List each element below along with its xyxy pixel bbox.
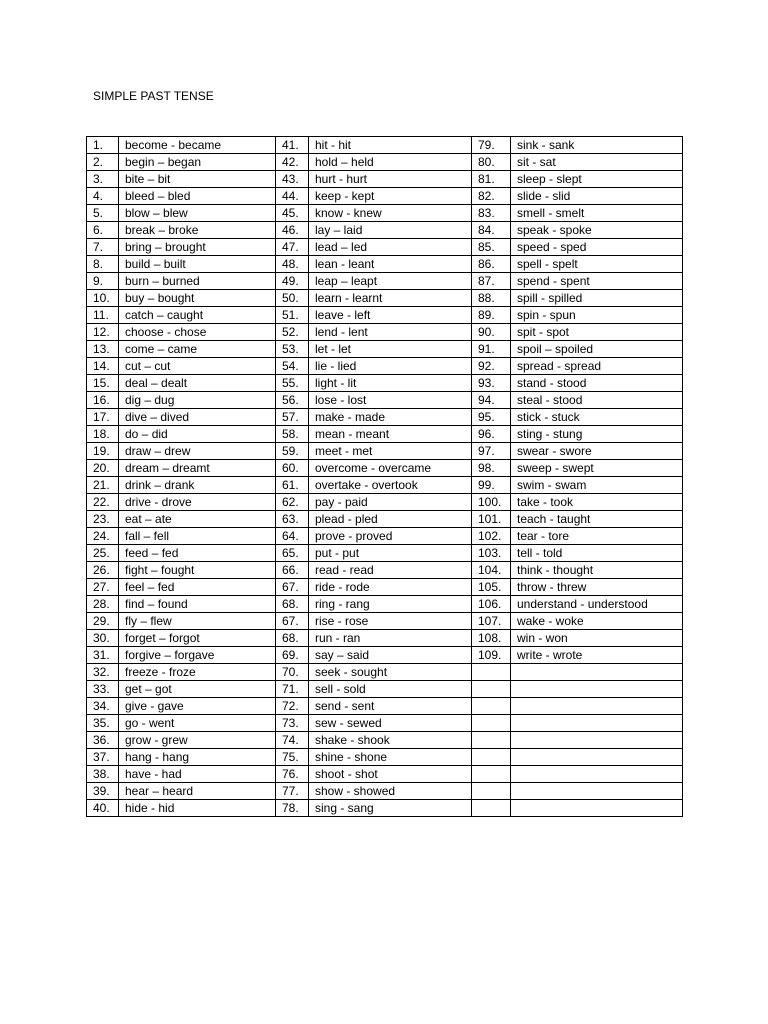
entry-number: 62. — [276, 494, 309, 511]
verb-pair: sleep - slept — [511, 171, 683, 188]
entry-number: 37. — [87, 749, 119, 766]
entry-number: 77. — [276, 783, 309, 800]
entry-number: 53. — [276, 341, 309, 358]
verb-pair: become - became — [119, 137, 276, 154]
empty-cell — [472, 732, 511, 749]
entry-number: 75. — [276, 749, 309, 766]
verb-pair: smell - smelt — [511, 205, 683, 222]
empty-cell — [511, 664, 683, 681]
verb-pair: drive - drove — [119, 494, 276, 511]
entry-number: 16. — [87, 392, 119, 409]
verb-pair: choose - chose — [119, 324, 276, 341]
verb-pair: go - went — [119, 715, 276, 732]
verb-pair: win - won — [511, 630, 683, 647]
table-row — [87, 562, 683, 579]
entry-number: 68. — [276, 596, 309, 613]
entry-number: 69. — [276, 647, 309, 664]
verb-pair: leave - left — [309, 307, 472, 324]
table-row — [87, 171, 683, 188]
entry-number: 43. — [276, 171, 309, 188]
entry-number: 10. — [87, 290, 119, 307]
entry-number: 78. — [276, 800, 309, 817]
entry-number: 3. — [87, 171, 119, 188]
empty-cell — [472, 698, 511, 715]
table-row — [87, 766, 683, 783]
verb-pair: overtake - overtook — [309, 477, 472, 494]
verb-pair: buy – bought — [119, 290, 276, 307]
entry-number: 14. — [87, 358, 119, 375]
entry-number: 51. — [276, 307, 309, 324]
verb-pair: sew - sewed — [309, 715, 472, 732]
empty-cell — [511, 800, 683, 817]
verb-pair: forgive – forgave — [119, 647, 276, 664]
table-row — [87, 341, 683, 358]
entry-number: 34. — [87, 698, 119, 715]
verb-pair: fall – fell — [119, 528, 276, 545]
verb-pair: tear - tore — [511, 528, 683, 545]
entry-number: 106. — [472, 596, 511, 613]
verb-pair: spin - spun — [511, 307, 683, 324]
verb-pair: seek - sought — [309, 664, 472, 681]
verb-pair: ride - rode — [309, 579, 472, 596]
verb-pair: spoil – spoiled — [511, 341, 683, 358]
entry-number: 82. — [472, 188, 511, 205]
table-row — [87, 647, 683, 664]
entry-number: 80. — [472, 154, 511, 171]
entry-number: 55. — [276, 375, 309, 392]
verb-pair: show - showed — [309, 783, 472, 800]
entry-number: 67. — [276, 613, 309, 630]
verb-pair: lay – laid — [309, 222, 472, 239]
empty-cell — [472, 664, 511, 681]
table-row — [87, 307, 683, 324]
verb-pair: do – did — [119, 426, 276, 443]
verb-pair: hear – heard — [119, 783, 276, 800]
entry-number: 105. — [472, 579, 511, 596]
entry-number: 11. — [87, 307, 119, 324]
empty-cell — [472, 783, 511, 800]
entry-number: 9. — [87, 273, 119, 290]
empty-cell — [511, 766, 683, 783]
entry-number: 56. — [276, 392, 309, 409]
verb-pair: swear - swore — [511, 443, 683, 460]
empty-cell — [472, 681, 511, 698]
verb-pair: hold – held — [309, 154, 472, 171]
verb-pair: speak - spoke — [511, 222, 683, 239]
entry-number: 54. — [276, 358, 309, 375]
entry-number: 6. — [87, 222, 119, 239]
table-row — [87, 783, 683, 800]
entry-number: 97. — [472, 443, 511, 460]
entry-number: 63. — [276, 511, 309, 528]
entry-number: 31. — [87, 647, 119, 664]
verb-pair: bite – bit — [119, 171, 276, 188]
verb-pair: steal - stood — [511, 392, 683, 409]
verb-pair: learn - learnt — [309, 290, 472, 307]
verb-pair: spread - spread — [511, 358, 683, 375]
verb-pair: send - sent — [309, 698, 472, 715]
empty-cell — [472, 766, 511, 783]
verb-pair: get – got — [119, 681, 276, 698]
entry-number: 40. — [87, 800, 119, 817]
entry-number: 107. — [472, 613, 511, 630]
entry-number: 85. — [472, 239, 511, 256]
entry-number: 88. — [472, 290, 511, 307]
verb-pair: spell - spelt — [511, 256, 683, 273]
entry-number: 42. — [276, 154, 309, 171]
table-row — [87, 358, 683, 375]
entry-number: 60. — [276, 460, 309, 477]
verb-pair: make - made — [309, 409, 472, 426]
table-row — [87, 579, 683, 596]
verb-pair: draw – drew — [119, 443, 276, 460]
entry-number: 84. — [472, 222, 511, 239]
empty-cell — [511, 681, 683, 698]
verb-pair: write - wrote — [511, 647, 683, 664]
verb-pair: hurt - hurt — [309, 171, 472, 188]
verb-table-body — [87, 137, 683, 817]
entry-number: 92. — [472, 358, 511, 375]
verb-pair: have - had — [119, 766, 276, 783]
table-row — [87, 137, 683, 154]
table-row — [87, 545, 683, 562]
entry-number: 65. — [276, 545, 309, 562]
verb-pair: shake - shook — [309, 732, 472, 749]
entry-number: 36. — [87, 732, 119, 749]
verb-pair: shoot - shot — [309, 766, 472, 783]
table-row — [87, 222, 683, 239]
verb-pair: lend - lent — [309, 324, 472, 341]
entry-number: 20. — [87, 460, 119, 477]
table-row — [87, 494, 683, 511]
table-row — [87, 290, 683, 307]
empty-cell — [511, 749, 683, 766]
entry-number: 28. — [87, 596, 119, 613]
entry-number: 26. — [87, 562, 119, 579]
verb-pair: know - knew — [309, 205, 472, 222]
verb-pair: prove - proved — [309, 528, 472, 545]
verb-pair: sing - sang — [309, 800, 472, 817]
entry-number: 61. — [276, 477, 309, 494]
entry-number: 17. — [87, 409, 119, 426]
entry-number: 13. — [87, 341, 119, 358]
table-row — [87, 273, 683, 290]
table-row — [87, 630, 683, 647]
entry-number: 2. — [87, 154, 119, 171]
table-row — [87, 256, 683, 273]
verb-pair: mean - meant — [309, 426, 472, 443]
entry-number: 93. — [472, 375, 511, 392]
verb-pair: throw - threw — [511, 579, 683, 596]
entry-number: 7. — [87, 239, 119, 256]
entry-number: 66. — [276, 562, 309, 579]
entry-number: 81. — [472, 171, 511, 188]
entry-number: 89. — [472, 307, 511, 324]
table-row — [87, 154, 683, 171]
verb-pair: begin – began — [119, 154, 276, 171]
verb-pair: sit - sat — [511, 154, 683, 171]
verb-pair: meet - met — [309, 443, 472, 460]
entry-number: 27. — [87, 579, 119, 596]
entry-number: 24. — [87, 528, 119, 545]
entry-number: 108. — [472, 630, 511, 647]
verb-pair: forget – forgot — [119, 630, 276, 647]
verb-pair: feel – fed — [119, 579, 276, 596]
table-row — [87, 681, 683, 698]
entry-number: 94. — [472, 392, 511, 409]
verb-pair: build – built — [119, 256, 276, 273]
page-title: SIMPLE PAST TENSE — [93, 89, 214, 103]
verb-pair: catch – caught — [119, 307, 276, 324]
entry-number: 76. — [276, 766, 309, 783]
verb-pair: drink – drank — [119, 477, 276, 494]
verb-pair: lie - lied — [309, 358, 472, 375]
verb-pair: think - thought — [511, 562, 683, 579]
table-row — [87, 239, 683, 256]
entry-number: 1. — [87, 137, 119, 154]
entry-number: 45. — [276, 205, 309, 222]
table-row — [87, 392, 683, 409]
table-row — [87, 732, 683, 749]
entry-number: 99. — [472, 477, 511, 494]
entry-number: 38. — [87, 766, 119, 783]
table-row — [87, 698, 683, 715]
table-row — [87, 749, 683, 766]
empty-cell — [511, 698, 683, 715]
verb-pair: dream – dreamt — [119, 460, 276, 477]
verb-pair: fly – flew — [119, 613, 276, 630]
verb-pair: stand - stood — [511, 375, 683, 392]
table-row — [87, 443, 683, 460]
verb-pair: understand - understood — [511, 596, 683, 613]
table-row — [87, 409, 683, 426]
empty-cell — [511, 715, 683, 732]
table-row — [87, 715, 683, 732]
verb-pair: slide - slid — [511, 188, 683, 205]
entry-number: 50. — [276, 290, 309, 307]
table-row — [87, 188, 683, 205]
empty-cell — [511, 732, 683, 749]
verb-pair: feed – fed — [119, 545, 276, 562]
verb-pair: give - gave — [119, 698, 276, 715]
entry-number: 29. — [87, 613, 119, 630]
entry-number: 95. — [472, 409, 511, 426]
verb-pair: rise - rose — [309, 613, 472, 630]
verb-pair: overcome - overcame — [309, 460, 472, 477]
entry-number: 30. — [87, 630, 119, 647]
verb-pair: deal – dealt — [119, 375, 276, 392]
verb-pair: light - lit — [309, 375, 472, 392]
verb-pair: hit - hit — [309, 137, 472, 154]
entry-number: 98. — [472, 460, 511, 477]
empty-cell — [472, 800, 511, 817]
verb-pair: cut – cut — [119, 358, 276, 375]
entry-number: 52. — [276, 324, 309, 341]
table-row — [87, 528, 683, 545]
entry-number: 8. — [87, 256, 119, 273]
verb-pair: ring - rang — [309, 596, 472, 613]
entry-number: 47. — [276, 239, 309, 256]
entry-number: 86. — [472, 256, 511, 273]
entry-number: 83. — [472, 205, 511, 222]
table-row — [87, 511, 683, 528]
table-row — [87, 460, 683, 477]
verb-pair: eat – ate — [119, 511, 276, 528]
verb-pair: bring – brought — [119, 239, 276, 256]
entry-number: 90. — [472, 324, 511, 341]
entry-number: 32. — [87, 664, 119, 681]
table-row — [87, 613, 683, 630]
verb-pair: burn – burned — [119, 273, 276, 290]
entry-number: 12. — [87, 324, 119, 341]
verb-pair: sink - sank — [511, 137, 683, 154]
empty-cell — [472, 715, 511, 732]
verb-pair: come – came — [119, 341, 276, 358]
verb-pair: teach - taught — [511, 511, 683, 528]
verb-pair: break – broke — [119, 222, 276, 239]
entry-number: 39. — [87, 783, 119, 800]
verb-pair: hide - hid — [119, 800, 276, 817]
entry-number: 48. — [276, 256, 309, 273]
entry-number: 79. — [472, 137, 511, 154]
table-row — [87, 800, 683, 817]
verb-pair: spill - spilled — [511, 290, 683, 307]
verb-pair: put - put — [309, 545, 472, 562]
entry-number: 102. — [472, 528, 511, 545]
entry-number: 101. — [472, 511, 511, 528]
entry-number: 33. — [87, 681, 119, 698]
verb-pair: freeze - froze — [119, 664, 276, 681]
verb-pair: lead – led — [309, 239, 472, 256]
entry-number: 73. — [276, 715, 309, 732]
entry-number: 57. — [276, 409, 309, 426]
entry-number: 44. — [276, 188, 309, 205]
table-row — [87, 664, 683, 681]
entry-number: 15. — [87, 375, 119, 392]
empty-cell — [472, 749, 511, 766]
verb-pair: wake - woke — [511, 613, 683, 630]
verb-pair: hang - hang — [119, 749, 276, 766]
verb-pair: keep - kept — [309, 188, 472, 205]
verb-pair: swim - swam — [511, 477, 683, 494]
table-row — [87, 205, 683, 222]
entry-number: 35. — [87, 715, 119, 732]
entry-number: 4. — [87, 188, 119, 205]
table-row — [87, 375, 683, 392]
verb-pair: shine - shone — [309, 749, 472, 766]
entry-number: 64. — [276, 528, 309, 545]
verb-pair: bleed – bled — [119, 188, 276, 205]
verb-pair: lean - leant — [309, 256, 472, 273]
entry-number: 109. — [472, 647, 511, 664]
entry-number: 87. — [472, 273, 511, 290]
verb-pair: blow – blew — [119, 205, 276, 222]
verb-pair: sweep - swept — [511, 460, 683, 477]
verb-pair: spit - spot — [511, 324, 683, 341]
verb-pair: leap – leapt — [309, 273, 472, 290]
entry-number: 5. — [87, 205, 119, 222]
verb-pair: sell - sold — [309, 681, 472, 698]
entry-number: 18. — [87, 426, 119, 443]
entry-number: 104. — [472, 562, 511, 579]
verb-pair: lose - lost — [309, 392, 472, 409]
entry-number: 67. — [276, 579, 309, 596]
verb-pair: say – said — [309, 647, 472, 664]
verb-pair: find – found — [119, 596, 276, 613]
entry-number: 49. — [276, 273, 309, 290]
verb-pair: grow - grew — [119, 732, 276, 749]
entry-number: 74. — [276, 732, 309, 749]
entry-number: 71. — [276, 681, 309, 698]
verb-pair: dive – dived — [119, 409, 276, 426]
verb-pair: speed - sped — [511, 239, 683, 256]
entry-number: 19. — [87, 443, 119, 460]
verb-pair: pay - paid — [309, 494, 472, 511]
empty-cell — [511, 783, 683, 800]
entry-number: 25. — [87, 545, 119, 562]
verb-pair: fight – fought — [119, 562, 276, 579]
verb-pair: take - took — [511, 494, 683, 511]
entry-number: 100. — [472, 494, 511, 511]
entry-number: 21. — [87, 477, 119, 494]
entry-number: 41. — [276, 137, 309, 154]
entry-number: 91. — [472, 341, 511, 358]
entry-number: 68. — [276, 630, 309, 647]
table-row — [87, 477, 683, 494]
entry-number: 70. — [276, 664, 309, 681]
entry-number: 59. — [276, 443, 309, 460]
table-row — [87, 426, 683, 443]
entry-number: 22. — [87, 494, 119, 511]
entry-number: 23. — [87, 511, 119, 528]
verb-table — [86, 136, 683, 817]
verb-pair: spend - spent — [511, 273, 683, 290]
entry-number: 58. — [276, 426, 309, 443]
verb-pair: run - ran — [309, 630, 472, 647]
verb-pair: tell - told — [511, 545, 683, 562]
entry-number: 103. — [472, 545, 511, 562]
verb-pair: plead - pled — [309, 511, 472, 528]
table-row — [87, 324, 683, 341]
verb-pair: dig – dug — [119, 392, 276, 409]
table-row — [87, 596, 683, 613]
verb-pair: let - let — [309, 341, 472, 358]
entry-number: 96. — [472, 426, 511, 443]
entry-number: 72. — [276, 698, 309, 715]
verb-pair: stick - stuck — [511, 409, 683, 426]
verb-pair: sting - stung — [511, 426, 683, 443]
entry-number: 46. — [276, 222, 309, 239]
verb-pair: read - read — [309, 562, 472, 579]
